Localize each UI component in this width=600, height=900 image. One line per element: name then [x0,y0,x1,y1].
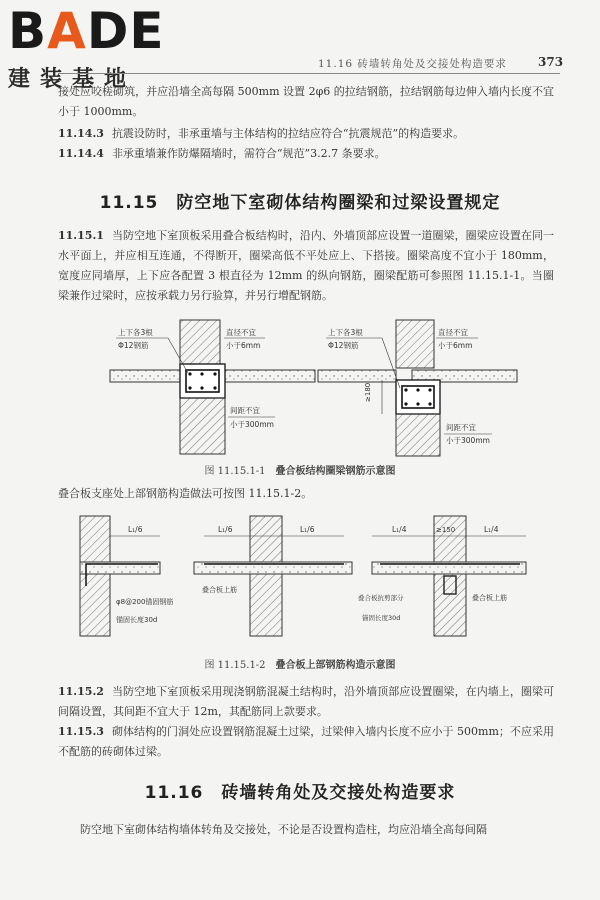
caption-number: 图 11.15.1-2 [204,660,266,671]
paragraph-text: 防空地下室砌体结构墙体转角及交接处，不论是否设置构造柱，均应沿墙全高每间隔 [80,823,487,836]
header-rule [58,73,560,74]
label-dia2-right: 小于6mm [438,341,473,350]
paragraph-11-16-intro [58,820,554,840]
logo-wordmark [8,2,178,60]
label-spacing2-r: 小于300mm [446,436,490,445]
clause-number: 11.15.2 [58,685,104,698]
dim-l5: ≥150 [436,526,456,534]
label-anchor-len: 锚固长度30d [116,616,158,624]
dim-l4: L₁/4 [392,525,407,534]
clause-number: 11.14.3 [58,127,104,140]
paragraph-text: 叠合板支座处上部钢筋构造做法可按图 11.15.1-2。 [58,487,313,500]
figure-11-15-1-1 [100,318,530,458]
paragraph-fig2-intro [58,484,554,504]
logo-letters-de: DE [86,2,165,60]
paragraph-11-15-3 [58,722,554,762]
brick-wall-upper [396,320,434,368]
label-slab-top2: 叠合板上筋 [472,594,507,602]
label-bar-right: Φ12钢筋 [328,341,359,350]
brick-wall-upper [250,516,282,562]
label-dia2-left: 小于6mm [226,341,261,350]
dim-l2: L₁/6 [218,525,233,534]
clause-number: 11.15.1 [58,229,104,242]
slab-right [225,370,315,382]
dim-l6: L₁/4 [484,525,499,534]
dim-l3: L₁/6 [300,525,315,534]
slab-detail-3 [358,516,526,636]
figure-11-15-1-2 [72,514,532,644]
label-spacing2: 小于300mm [230,420,274,429]
caption-number: 图 11.15.1-1 [204,466,266,477]
label-top-right: 上下各3根 [328,328,363,337]
slab-detail-1 [80,516,173,636]
label-spacing-r: 间距不宜 [446,423,476,432]
paragraph-continued [58,82,554,122]
label-top-left: 上下各3根 [118,328,153,337]
slab-left [318,370,396,382]
brick-wall-upper [80,516,110,562]
label-dia-right: 直径不宜 [438,328,468,337]
label-bar-left: Φ12钢筋 [118,341,149,350]
slab-left [110,370,180,382]
paragraph-text: 接处应咬槎砌筑，并应沿墙全高每隔 500mm 设置 2φ6 的拉结钢筋，拉结钢筋每边伸入墙内长度不宜小于 1000mm。 [58,85,554,118]
brick-wall-lower [180,398,225,454]
caption-title: 叠合板上部钢筋构造示意图 [275,660,396,671]
slab-detail-2 [194,516,352,636]
brick-wall-upper [434,516,466,562]
dim-l1: L₁/6 [128,525,143,534]
paragraph-text: 当防空地下室顶板采用现浇钢筋混凝土结构时，沿外墙顶部应设置圈梁，在内墙上，圈梁可间隔设置，其间距不宜大于 12m，其配筋同上款要求。 [58,685,554,718]
ring-beam-detail-right [318,320,517,456]
logo-letter-a: A [47,2,87,60]
paragraph-text: 非承重墙兼作防爆隔墙时，需符合“规范”3.2.7 条要求。 [111,147,386,160]
label-slab-top: 叠合板上筋 [202,586,237,594]
paragraph-11-14-4 [58,144,554,164]
figure-caption-11-15-1-1 [0,462,600,477]
paragraph-text: 砌体结构的门洞处应设置钢筋混凝土过梁，过梁伸入墙内长度不应小于 500mm；不应采用不配筋的砖砌体过梁。 [58,725,554,758]
paragraph-11-15-2 [58,682,554,722]
paragraph-text: 抗震设防时，非承重墙与主体结构的拉结应符合“抗震规范”的构造要求。 [111,127,465,140]
label-dia-left: 直径不宜 [226,328,256,337]
logo-letter-b: B [8,2,48,60]
label-anchor-len2: 锚固长度30d [362,614,401,622]
section-heading-11-16: 11.16 砖墙转角处及交接处构造要求 [144,783,456,803]
label-anchor-bar: φ8@200锚固钢筋 [116,598,174,606]
paragraph-11-14-3 [58,124,554,144]
brick-wall-lower [80,574,110,636]
running-header: 11.16 砖墙转角处及交接处构造要求 [318,58,507,70]
clause-number: 11.14.4 [58,147,104,160]
brick-wall-lower [250,574,282,636]
brick-wall-upper [180,320,220,368]
brick-wall-lower [396,414,440,456]
bade-logo [8,2,178,93]
logo-subtitle: 建装基地 [8,67,137,92]
label-slab-ctrl: 叠合板抗剪部分 [358,594,404,602]
label-spacing: 间距不宜 [230,406,260,415]
paragraph-11-15-1 [58,226,554,306]
clause-number: 11.15.3 [58,725,104,738]
page-number: 373 [538,55,564,69]
ring-beam-detail-left [110,320,315,454]
brick-wall-lower [434,574,466,636]
paragraph-text: 当防空地下室顶板采用叠合板结构时，沿内、外墙顶部应设置一道圈梁，圈梁应设置在同一水平面上，并应相互连通，不得断开，圈梁高低不平处应上、下搭接。圈梁高度不宜小于 180mm，宽度应同墙厚，上下应各配置 3 根直径为 12mm 的纵向钢筋，圈梁配筋可参照图 11.15.1-1。当圈梁兼作过梁时，应按承载力另行验算，并另行增配钢筋。 [58,229,554,302]
section-heading-11-15: 11.15 防空地下室砌体结构圈梁和过梁设置规定 [99,193,501,213]
label-height: ≥180 [364,382,372,402]
caption-title: 叠合板结构圈梁钢筋示意图 [275,466,396,477]
figure-caption-11-15-1-2 [0,656,600,671]
